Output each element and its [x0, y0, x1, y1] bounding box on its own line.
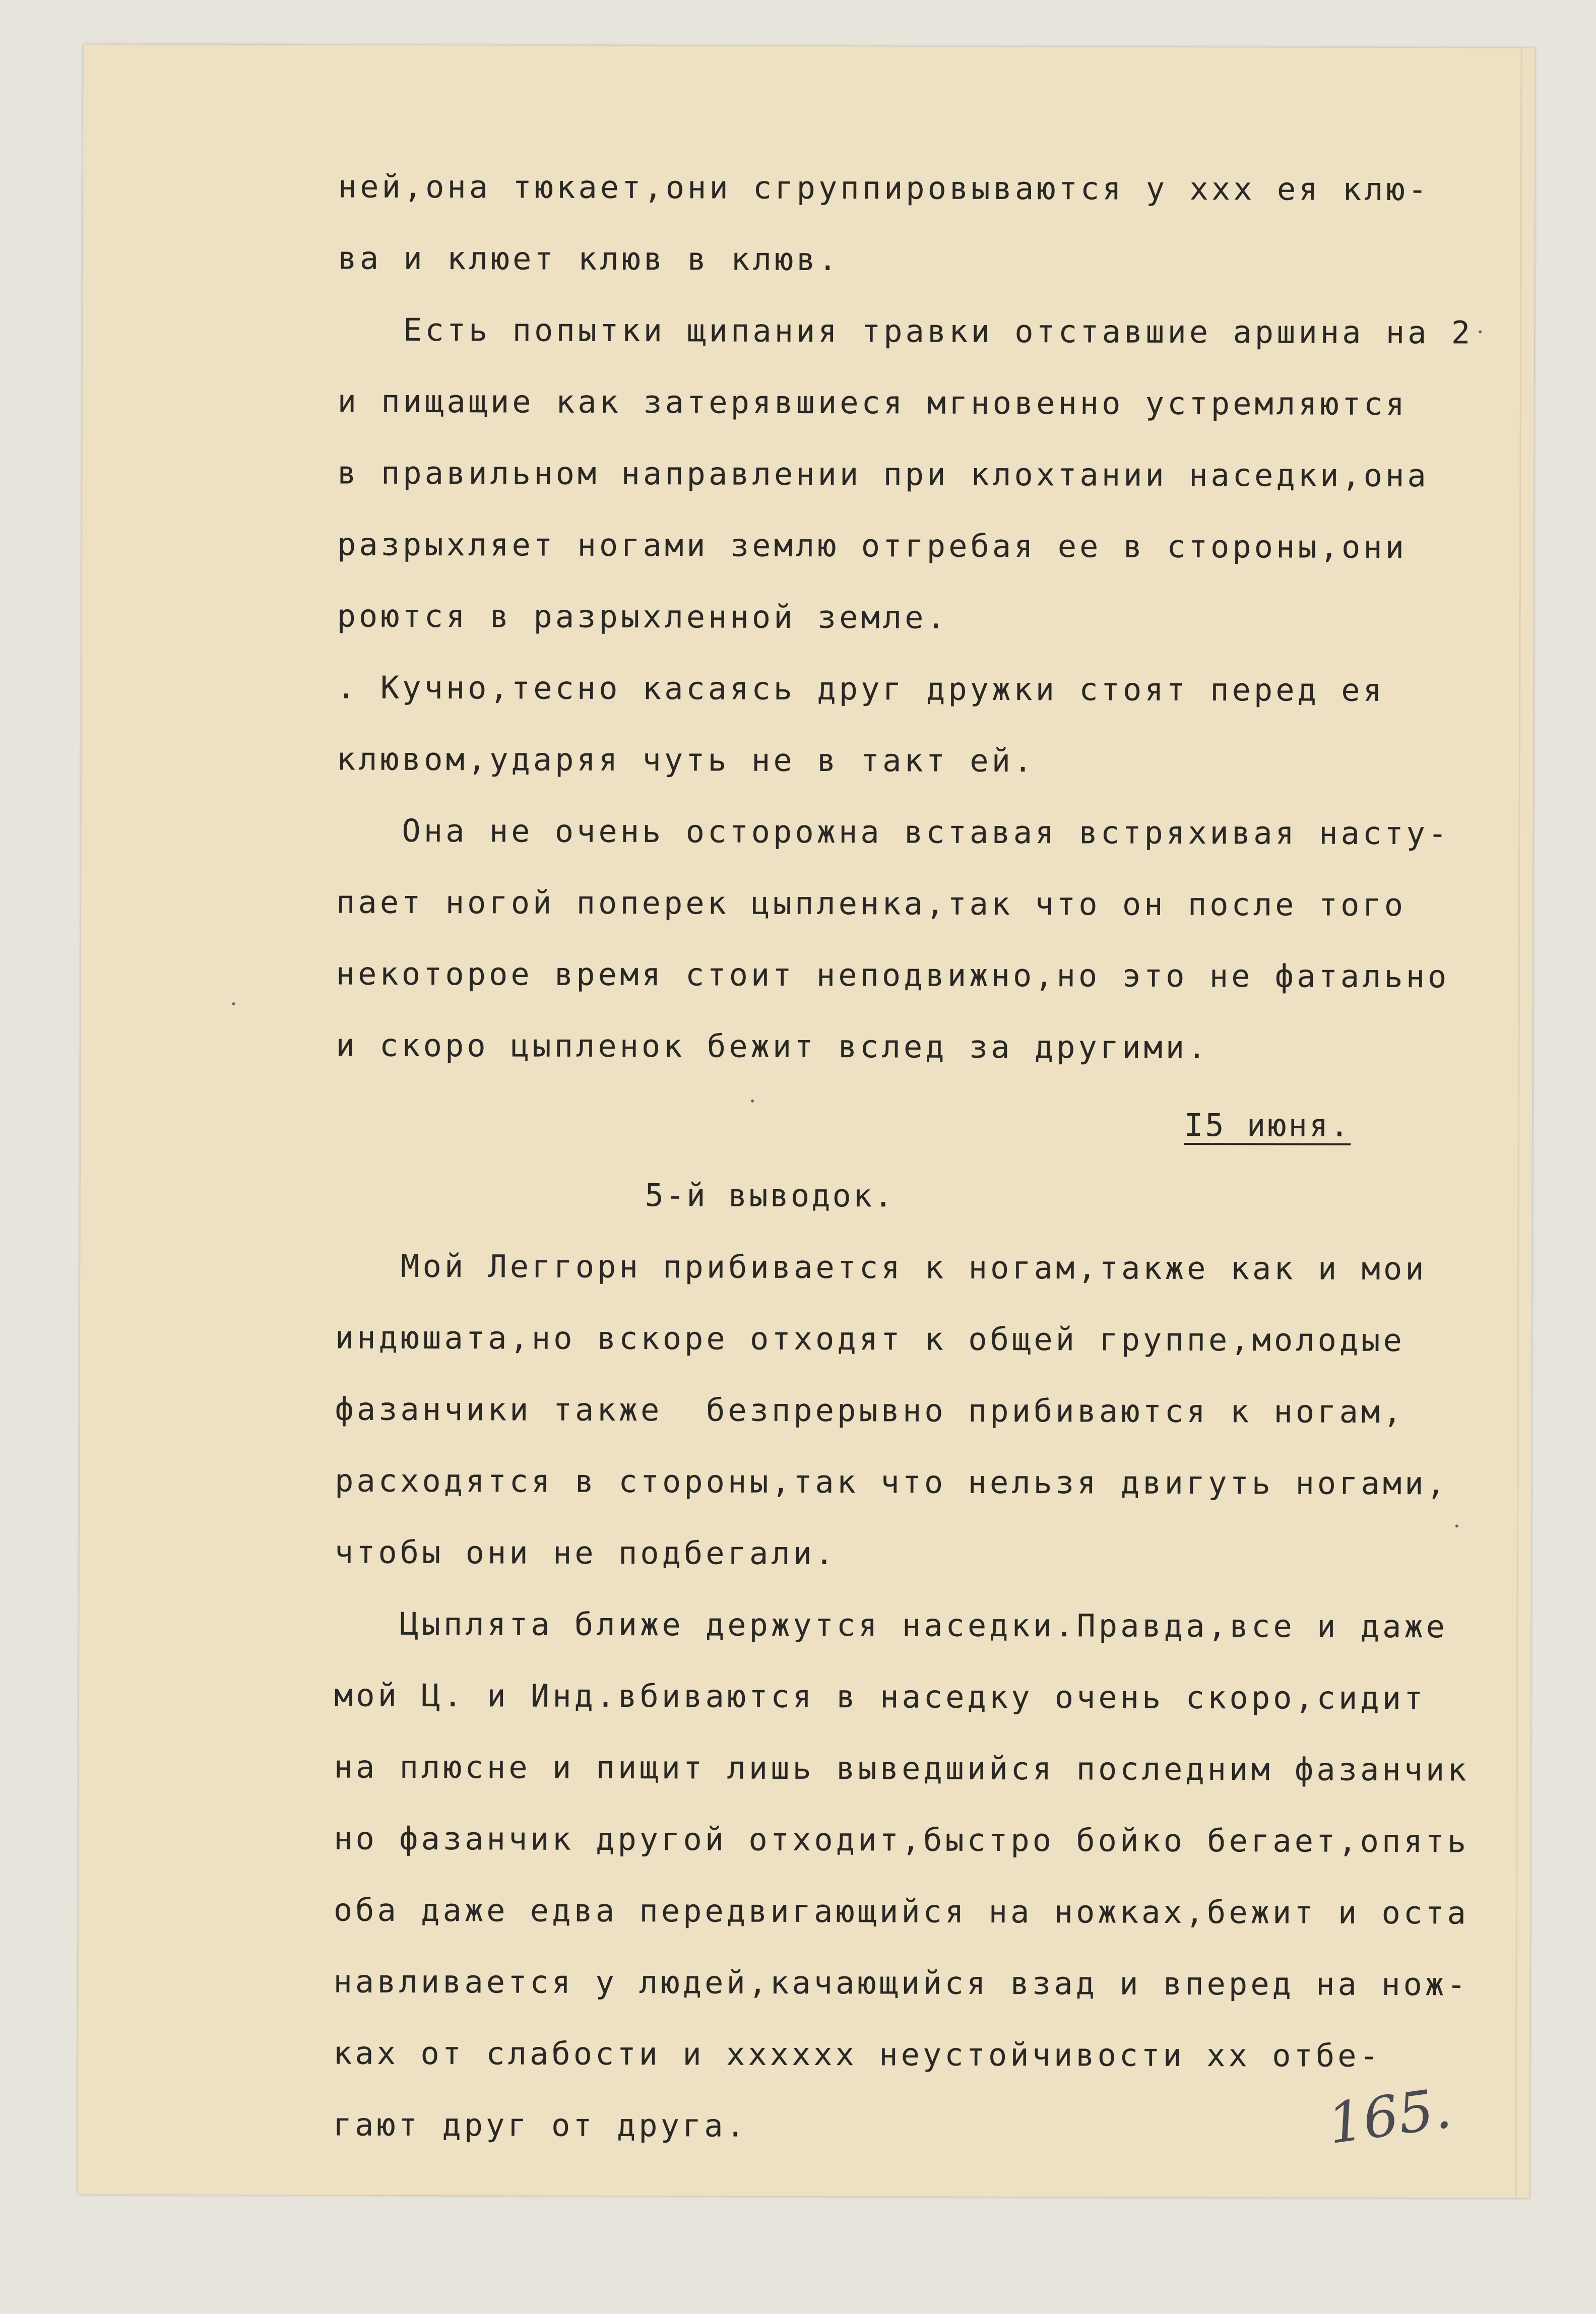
text-line: Есть попытки щипания травки отставшие аршина на 2 — [338, 311, 1474, 351]
text-line: на плюсне и пищит лишь выведшийся последним фазанчик — [334, 1748, 1470, 1788]
text-line: мой Ц. и Инд.вбиваются в наседку очень скоро,сидит — [334, 1677, 1426, 1717]
text-line: Она не очень осторожна вставая встряхивая насту- — [336, 812, 1450, 852]
text-line: ней,она тюкает,они сгруппировываются у ххх ея клю- — [338, 168, 1430, 208]
section-heading: 5-й выводок. — [645, 1177, 895, 1214]
text-line: фазанчики также безпрерывно прибиваются к ногам, — [335, 1390, 1405, 1431]
text-line: ва и клюет клюв в клюв. — [338, 239, 841, 278]
text-line: оба даже едва передвигающийся на ножках,бежит и оста — [333, 1891, 1470, 1932]
text-line: и пищащие как затерявшиеся мгновенно устремляются — [337, 382, 1408, 423]
text-line: в правильном направлении при клохтании наседки,она — [337, 454, 1429, 494]
text-line: навливается у людей,качающийся взад и вперед на нож- — [333, 1963, 1469, 2003]
text-line: Цыплята ближе держутся наседки.Правда,все и даже — [334, 1605, 1448, 1645]
text-line: роются в разрыхленной земле. — [337, 597, 948, 636]
handwritten-folio-number: 165. — [1324, 2075, 1455, 2157]
text-line: гают друг от друга. — [333, 2106, 748, 2144]
text-line: клювом,ударяя чуть не в такт ей. — [336, 740, 1036, 780]
text-line: ках от слабости и хххххх неустойчивости хх отбе- — [333, 2034, 1381, 2074]
paper-speck — [232, 1002, 235, 1005]
paper-speck — [751, 1100, 754, 1103]
text-line: разрыхляет ногами землю отгребая ее в стороны,они — [337, 526, 1408, 566]
text-line: пает ногой поперек цыпленка,так что он после того — [336, 883, 1407, 924]
text-line: Мой Леггорн прибивается к ногам,также как и мои — [335, 1247, 1427, 1288]
paper-speck — [1479, 330, 1482, 333]
paper-speck — [1455, 1524, 1458, 1527]
text-line: расходятся в стороны,так что нельзя двигуть ногами, — [335, 1462, 1448, 1502]
text-line: индюшата,но вскоре отходят к общей группе,молодые — [335, 1319, 1405, 1359]
typed-text — [78, 44, 1535, 2198]
text-line: и скоро цыпленок бежит вслед за другими. — [336, 1026, 1209, 1066]
text-line: но фазанчик другой отходит,быстро бойко бегает,опять — [334, 1820, 1470, 1860]
text-line: некоторое время стоит неподвижно,но это не фатально — [336, 955, 1450, 995]
entry-date: I5 июня. — [1184, 1106, 1351, 1144]
text-line: чтобы они не подбегали. — [334, 1533, 837, 1572]
document-page — [78, 44, 1535, 2198]
text-line: . Кучно,тесно касаясь друг дружки стоят перед ея — [337, 669, 1385, 709]
